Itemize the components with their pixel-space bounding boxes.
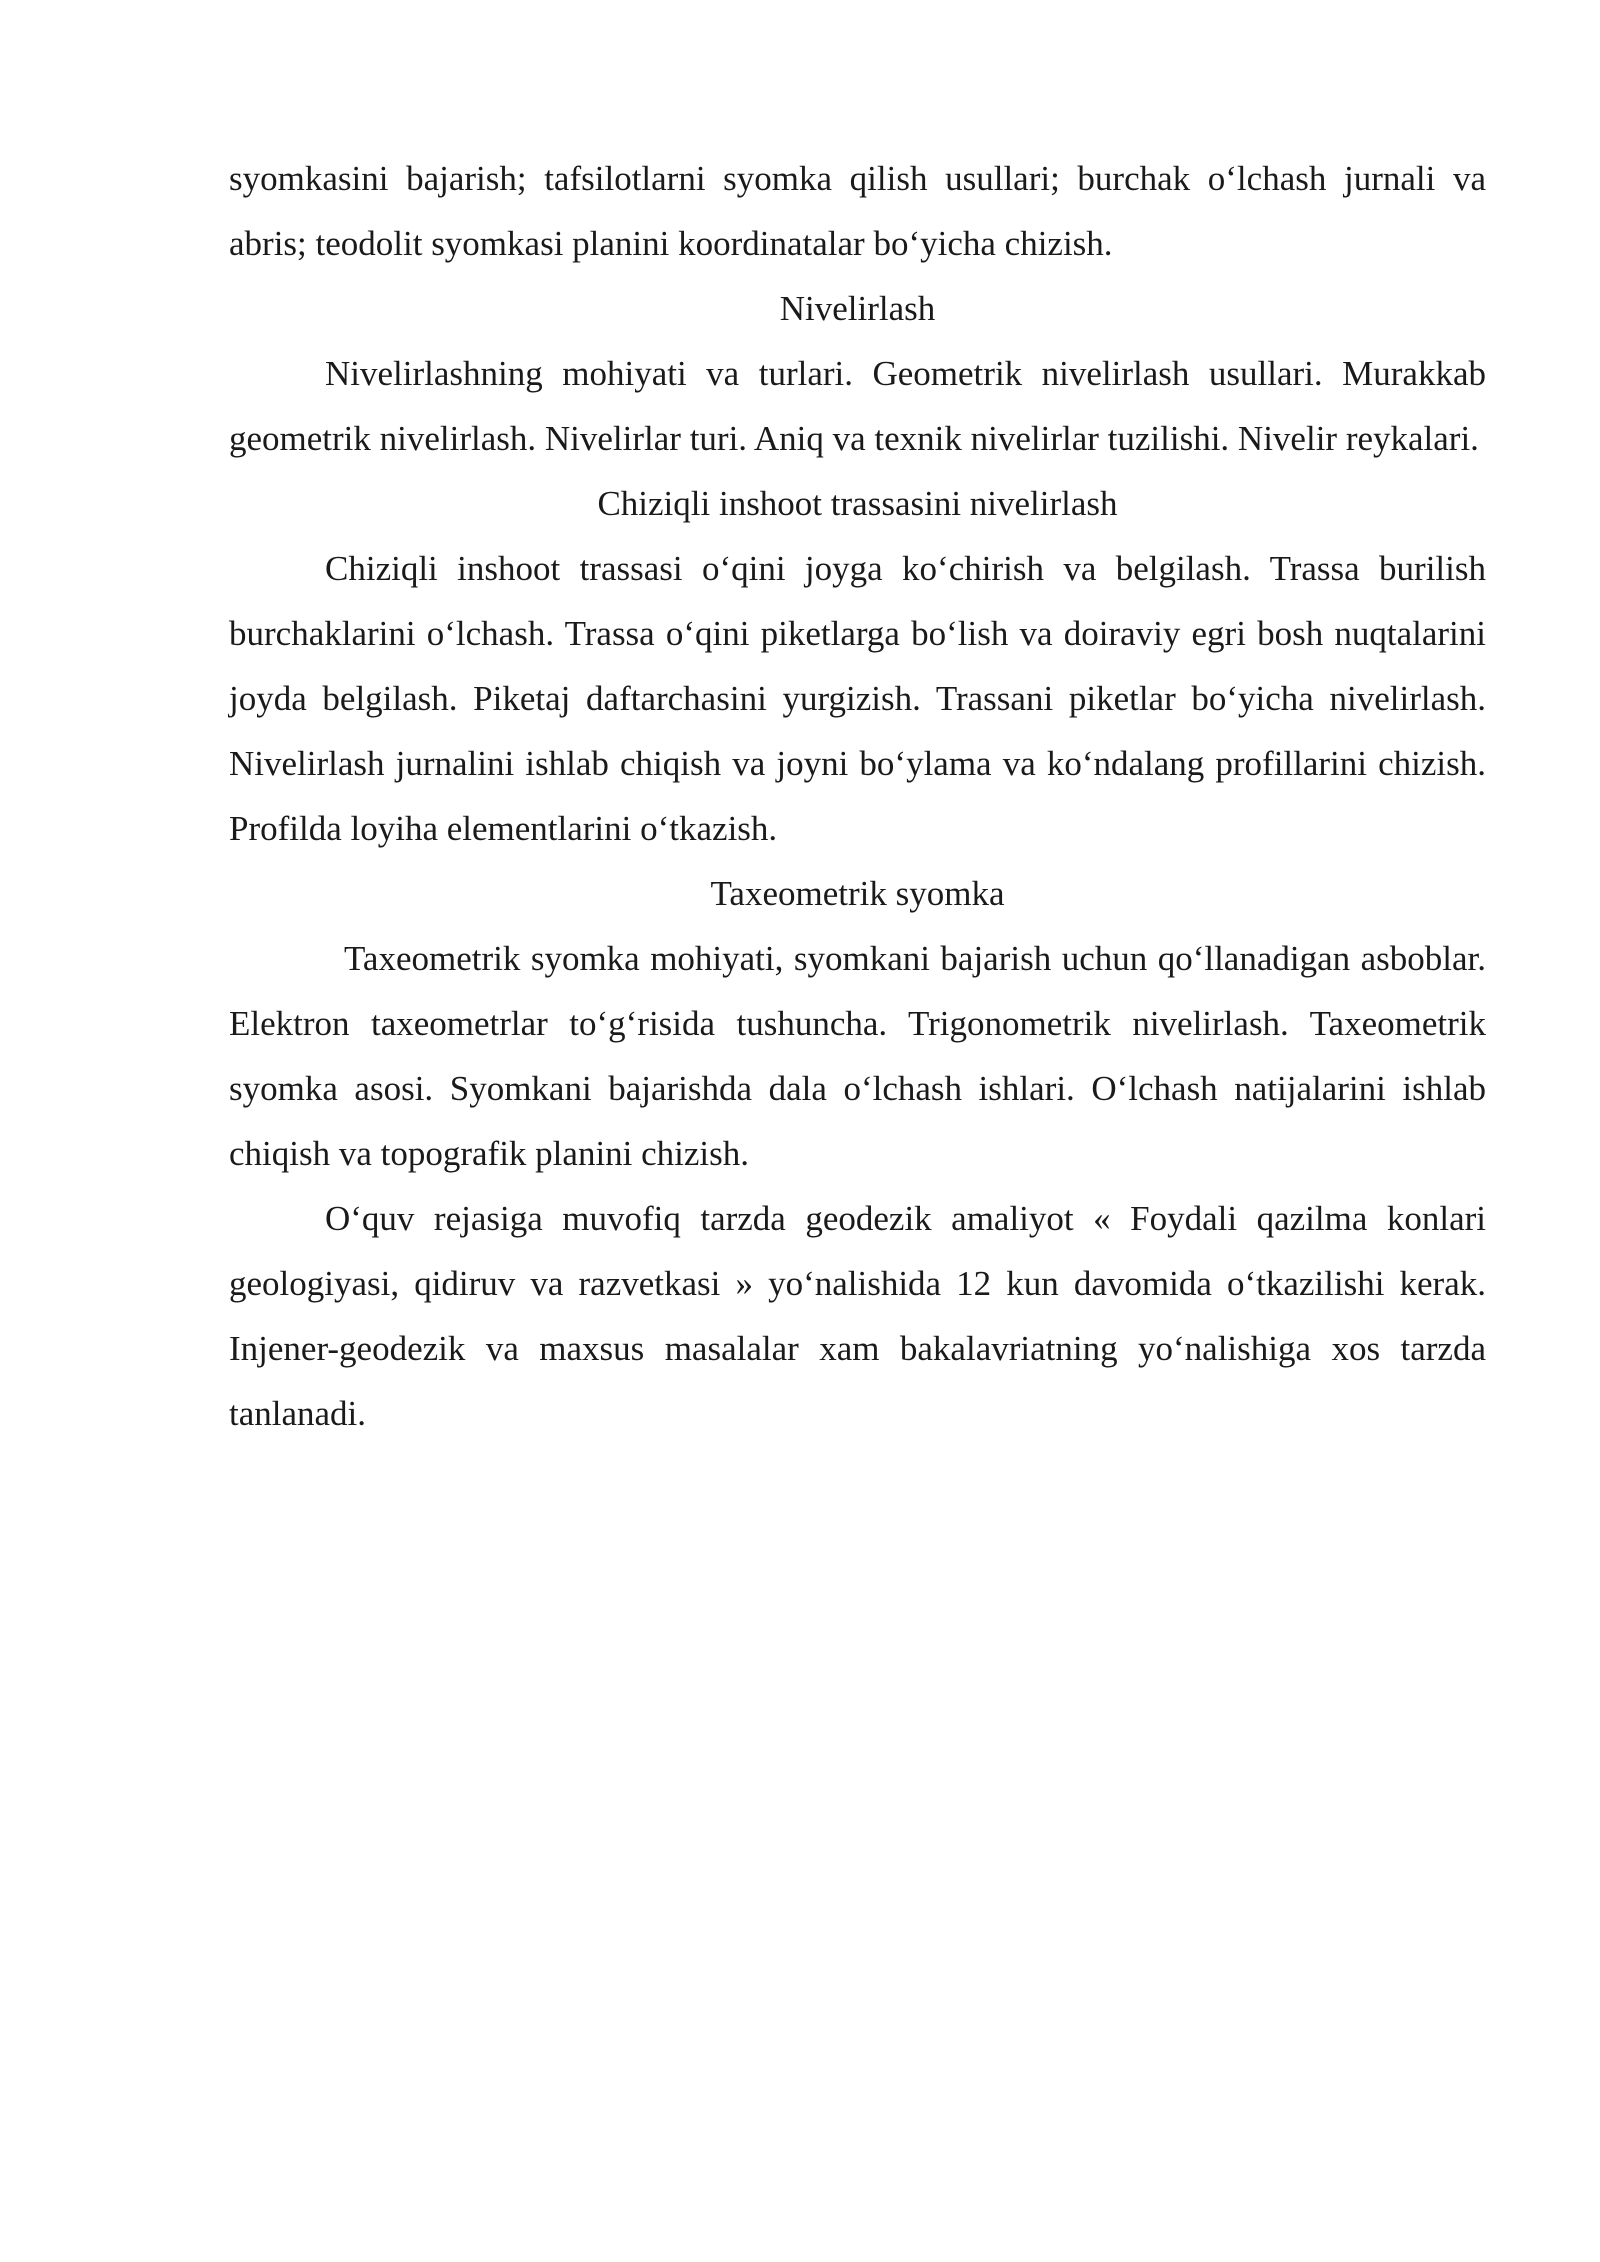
section-heading-nivelirlash: Nivelirlash <box>779 289 936 328</box>
section-heading-taxeometrik: Taxeometrik syomka <box>710 874 1005 913</box>
section-paragraph-trassa: Chiziqli inshoot trassasi o‘qini joyga ko‘chirish va belgilash. Trassa burilish burchaklarini o‘lchash. Trassa o‘qini piketlarga bo‘lish va doiraviy egri bosh nuqtalarini joyda belgilash. Piketaj daftarchasini yurgizish. Trassani piketlar bo‘yicha nivelirlash. Nivelirlash jurnalini ishlab chiqish va joyni bo‘ylama va ko‘ndalang profillarini chizish. Profilda loyiha elementlarini o‘tkazish. <box>229 549 1486 848</box>
intro-paragraph: syomkasini bajarish; tafsilotlarni syomka qilish usullari; burchak o‘lchash jurnali va abris; teodolit syomkasi planini koordinatalar bo‘yicha chizish. <box>229 159 1486 263</box>
closing-paragraph: O‘quv rejasiga muvofiq tarzda geodezik amaliyot « Foydali qazilma konlari geologiyasi, qidiruv va razvetkasi » yo‘nalishida 12 kun davomida o‘tkazilishi kerak. Injener-geodezik va maxsus masalalar xam bakalavriatning yo‘nalishiga xos tarzda tanlanadi. <box>229 1199 1486 1433</box>
document-page <box>229 146 1486 1446</box>
section-paragraph-taxeometrik: Taxeometrik syomka mohiyati, syomkani bajarish uchun qo‘llanadigan asboblar. Elektron taxeometrlar to‘g‘risida tushuncha. Trigonometrik nivelirlash. Taxeometrik syomka asosi. Syomkani bajarishda dala o‘lchash ishlari. O‘lchash natijalarini ishlab chiqish va topografik planini chizish. <box>229 939 1486 1173</box>
section-heading-trassa: Chiziqli inshoot trassasini nivelirlash <box>597 484 1118 523</box>
section-paragraph-nivelirlash: Nivelirlashning mohiyati va turlari. Geometrik nivelirlash usullari. Murakkab geometrik nivelirlash. Nivelirlar turi. Aniq va texnik nivelirlar tuzilishi. Nivelir reykalari. <box>229 354 1486 458</box>
